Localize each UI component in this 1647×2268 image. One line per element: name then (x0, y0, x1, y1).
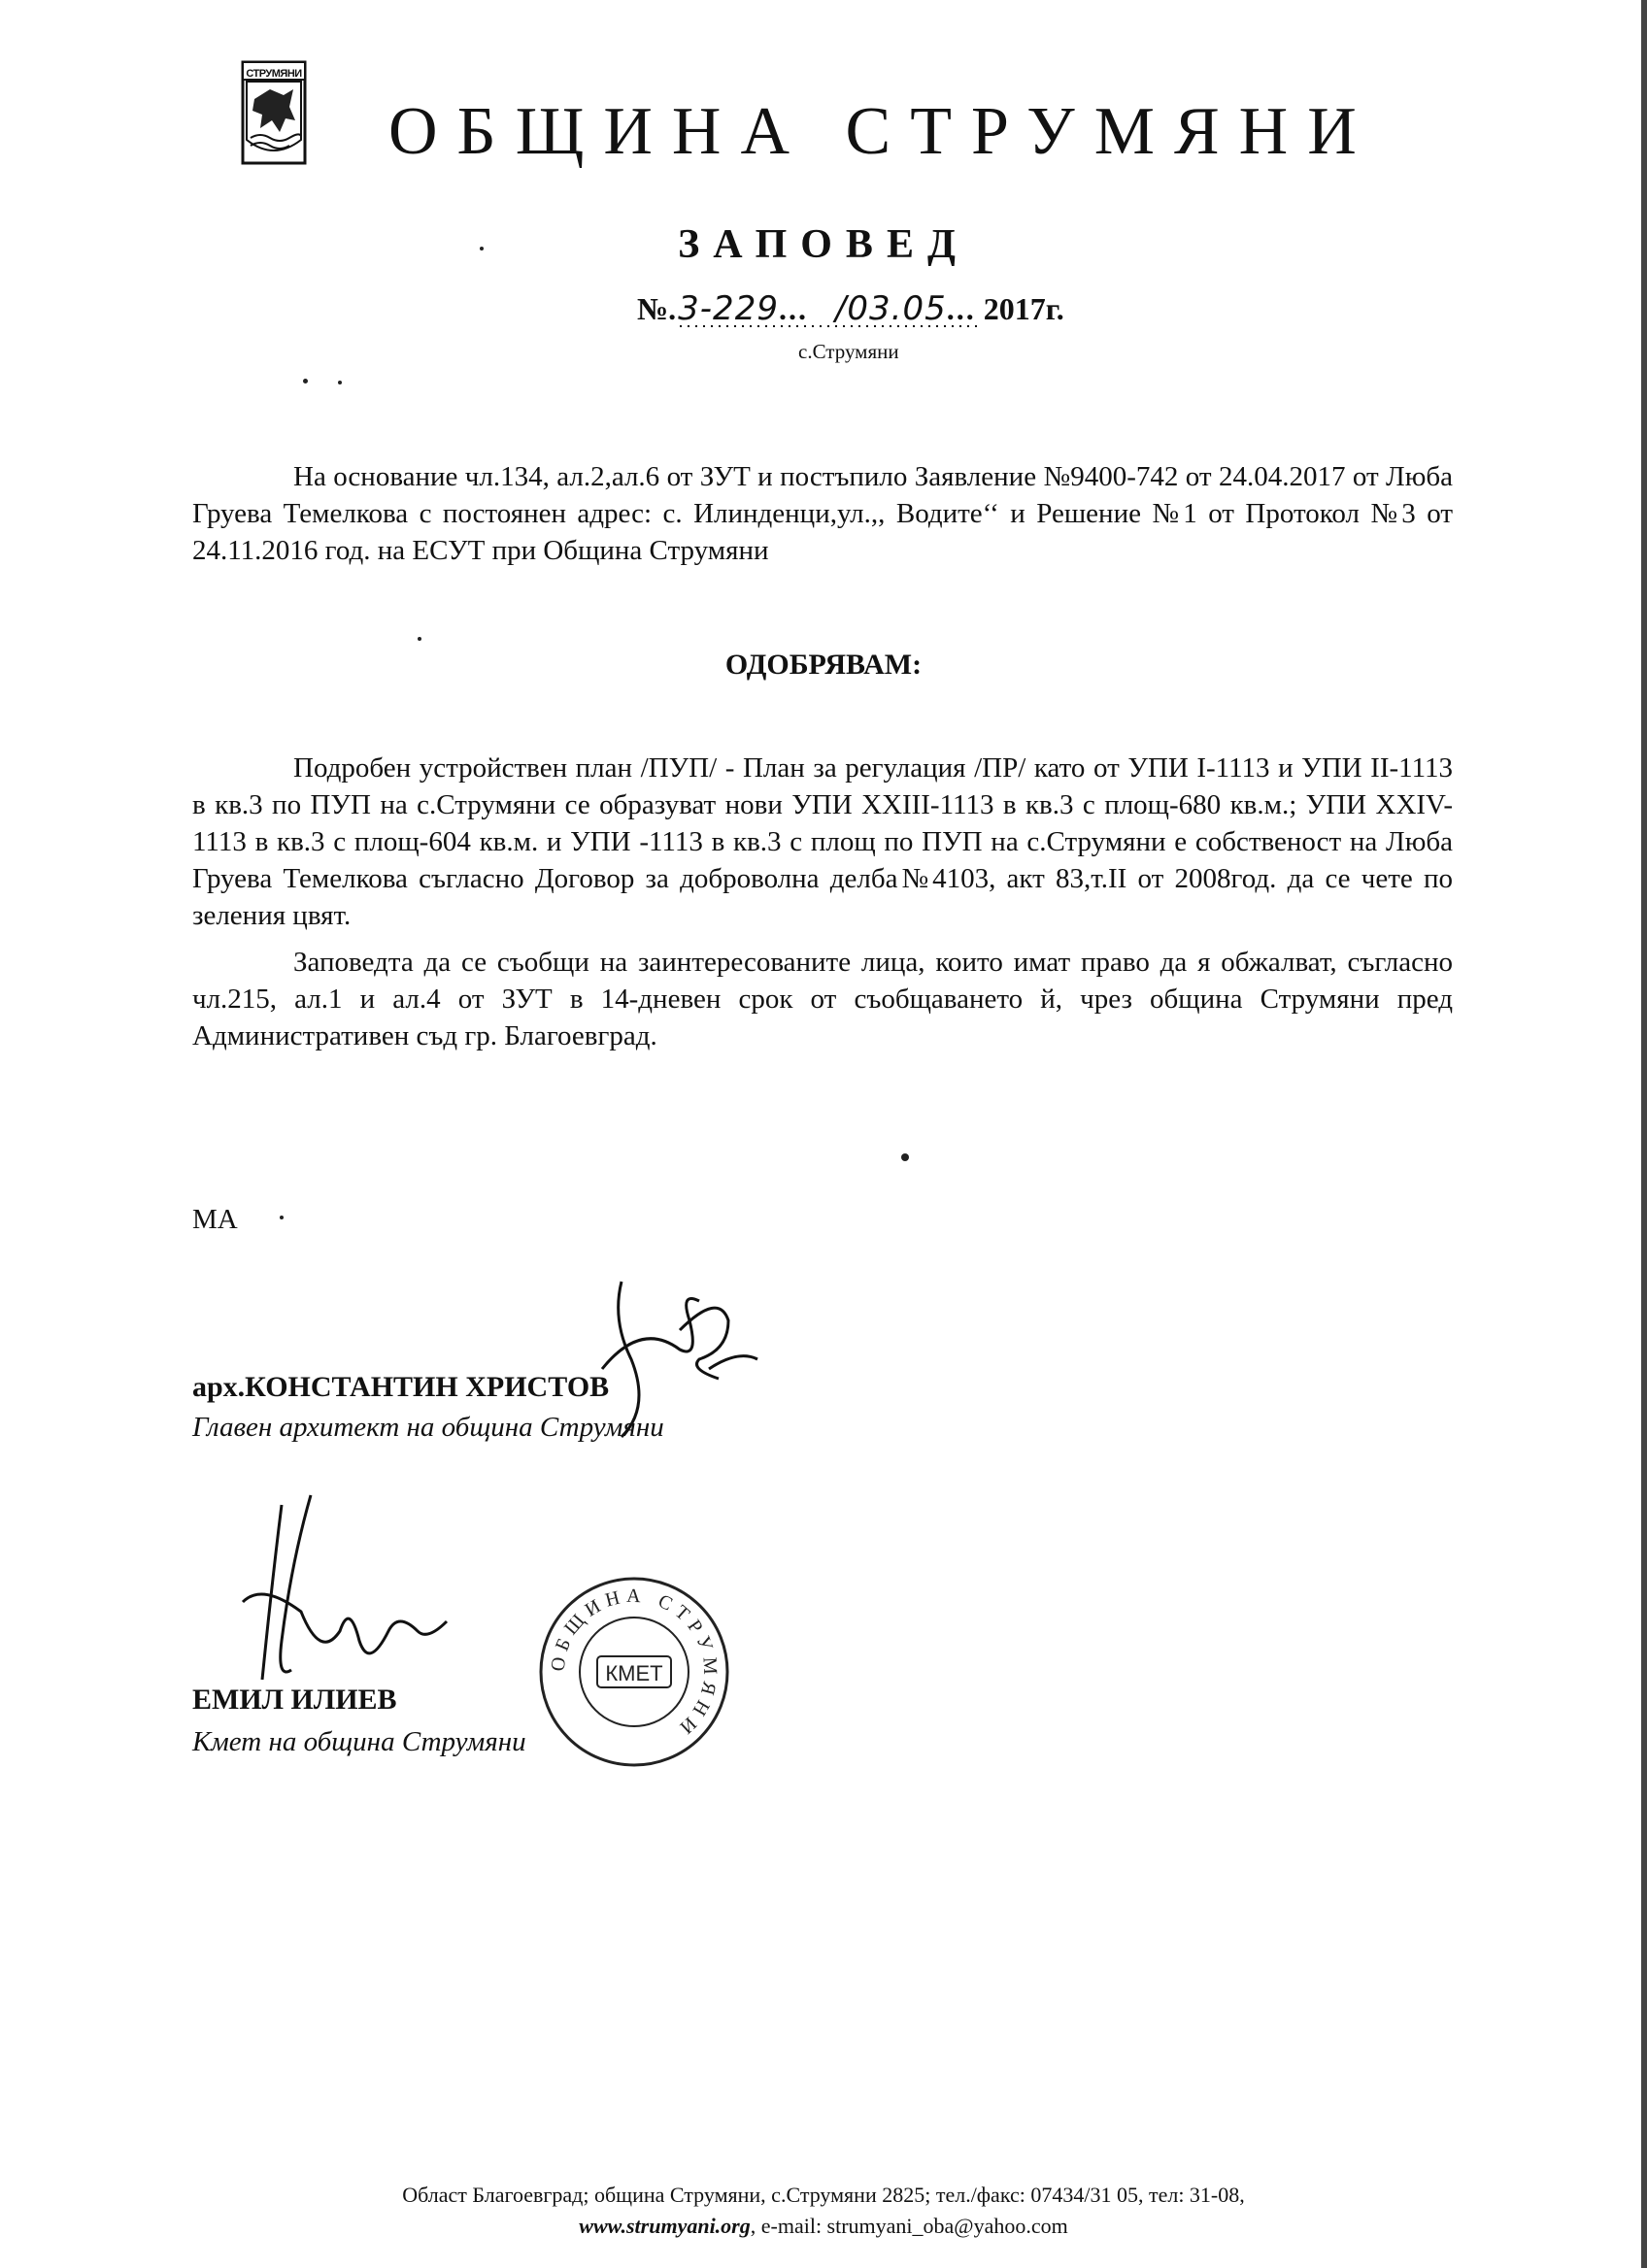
website-link[interactable]: www.strumyani.org (579, 2214, 751, 2238)
dotted-underline (680, 322, 981, 330)
architect-signature (583, 1262, 777, 1447)
organization-name: ОБЩИНА СТРУМЯНИ (388, 94, 1376, 169)
order-year: 2017г. (983, 291, 1064, 326)
scan-speck (480, 247, 484, 250)
architect-name: арх.КОНСТАНТИН ХРИСТОВ (192, 1371, 610, 1403)
footer-contacts (0, 2214, 1647, 2239)
preparer-initials: МА (192, 1204, 238, 1235)
logo-caption: СТРУМЯНИ (246, 68, 302, 80)
scan-speck (418, 637, 421, 641)
scan-speck (280, 1216, 284, 1219)
order-number-handwritten: 3-229 (678, 289, 779, 328)
footer-address: Област Благоевград; община Струмяни, с.Струмяни 2825; тел./факс: 07434/31 05, тел: 31-08, (402, 2183, 1245, 2207)
order-number-line: №.3-229... /03.05... 2017г. (637, 289, 1064, 328)
mayor-signature (223, 1485, 456, 1699)
notice-paragraph: Заповедта да се съобщи на заинтересованите лица, които имат право да я обжалват, съгласно чл.215, ал.1 и ал.4 от ЗУТ в 14-дневен срок от съобщаването й, чрез община Струмяни пред Административен съд гр. Благоевград. (192, 947, 1453, 1051)
basis-paragraph: На основание чл.134, ал.2,ал.6 от ЗУТ и постъпило Заявление №9400-742 от 24.04.2017 от Люба Груева Темелкова с постоянен адрес: с. Илинденци,ул.,, Водите‘‘ и Решение №1 от Протокол №3 от 24.11.2016 год. на ЕСУТ при Община Струмяни (192, 461, 1453, 566)
scan-speck (338, 381, 342, 384)
stamp-ring-text: ОБЩИНА СТРУМЯНИ (547, 1584, 722, 1742)
scan-speck (901, 1153, 909, 1161)
stamp-center-text: КМЕТ (605, 1661, 663, 1685)
mayor-name: ЕМИЛ ИЛИЕВ (192, 1684, 397, 1716)
approve-heading: ОДОБРЯВАМ: (724, 649, 923, 681)
official-stamp (537, 1575, 731, 1769)
architect-title: Главен архитект на община Струмяни (192, 1412, 664, 1443)
order-date-handwritten: 03.05 (847, 289, 947, 328)
scan-speck (303, 379, 308, 384)
mayor-title: Кмет на община Струмяни (192, 1726, 526, 1757)
number-prefix: № (637, 291, 669, 326)
scan-edge (1641, 0, 1647, 2268)
document-title: ЗАПОВЕД (678, 222, 969, 267)
footer-email: , e-mail: strumyani_oba@yahoo.com (750, 2214, 1068, 2238)
decision-paragraph: Подробен устройствен план /ПУП/ - План за регулация /ПР/ като от УПИ I-1113 и УПИ II-1113 в кв.3 по ПУП на с.Струмяни се образуват нови УПИ XXIII-1113 в кв.3 с площ-680 кв.м.; УПИ XXIV-1113 в кв.3 с площ-604 кв.м. и УПИ -1113 в кв.3 с площ по ПУП на с.Струмяни е собственост на Люба Груева Темелкова съгласно Договор за доброволна делба№4103, акт 83,т.II от 2008год. да се чете по зеления цвят. (192, 752, 1453, 931)
order-place: с.Струмяни (798, 340, 899, 363)
